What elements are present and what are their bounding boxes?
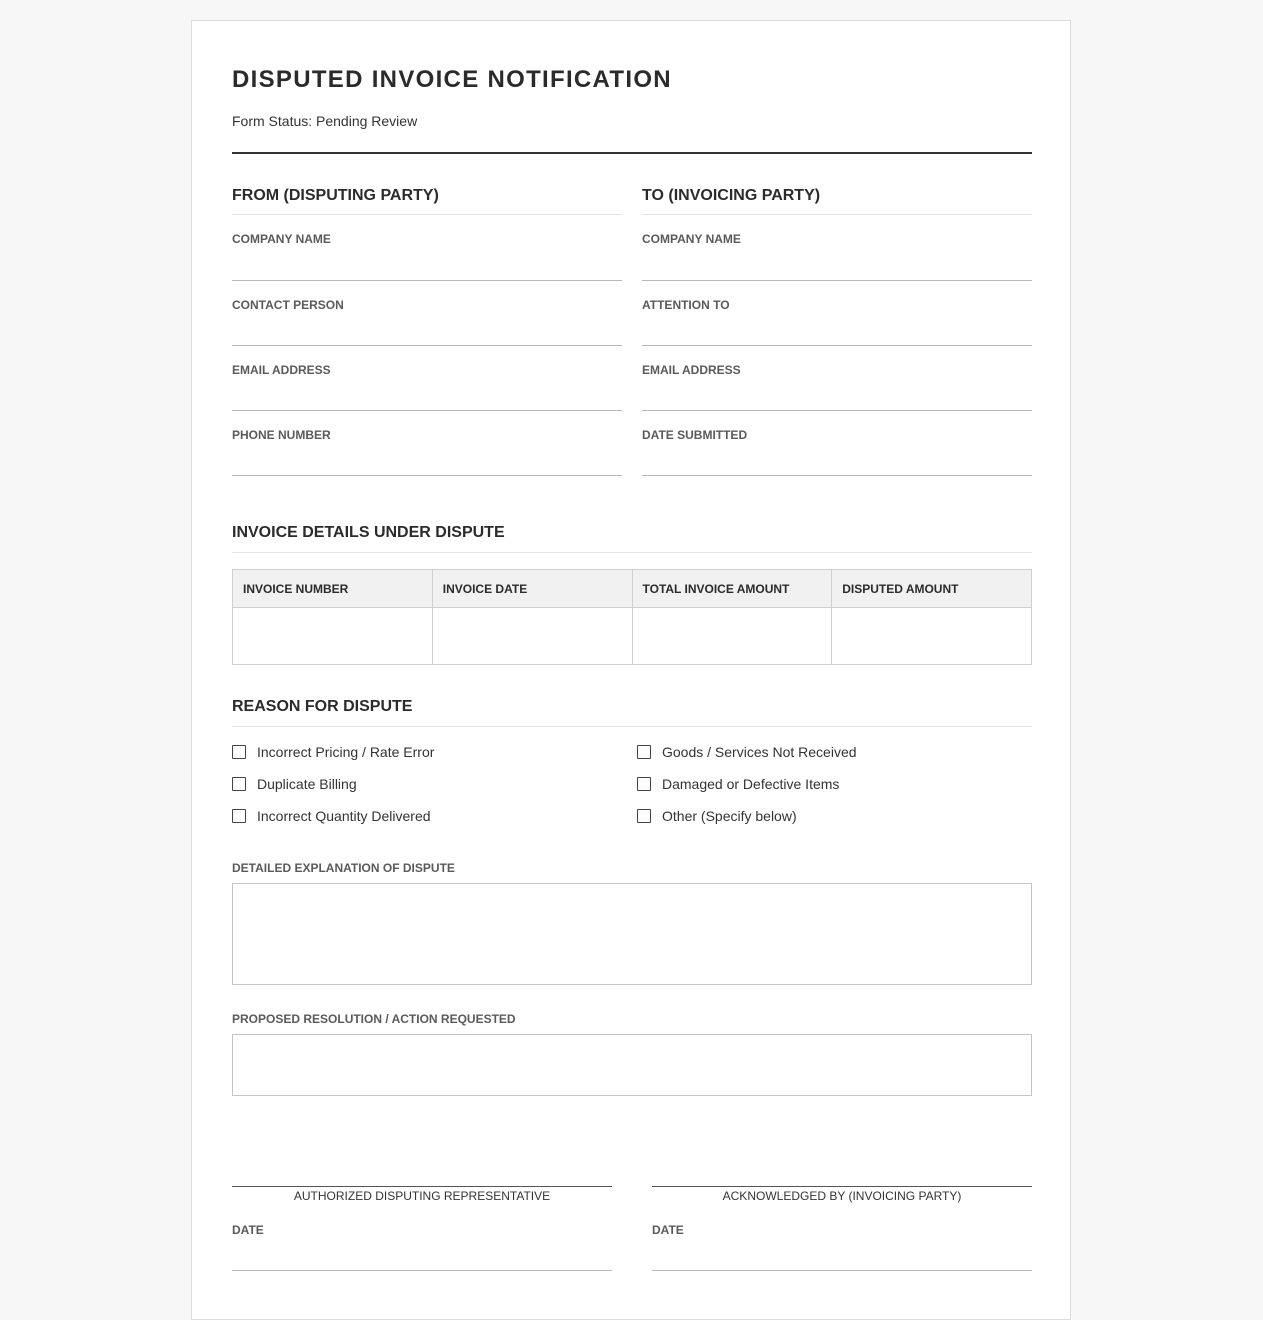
to-heading-divider [642, 214, 1032, 215]
checkbox-pricing[interactable] [232, 745, 246, 759]
left-date-underline [232, 1270, 612, 1271]
form-title: DISPUTED INVOICE NOTIFICATION [232, 66, 672, 93]
right-signature-caption: ACKNOWLEDGED BY (INVOICING PARTY) [722, 1189, 962, 1203]
resolution-textarea[interactable] [232, 1034, 1032, 1096]
column-header-total-invoice-amount: TOTAL INVOICE AMOUNT [632, 570, 832, 608]
from-email-label: EMAIL ADDRESS [232, 363, 331, 377]
right-signature-field[interactable] [652, 1141, 1032, 1186]
to-heading: TO (INVOICING PARTY) [642, 187, 821, 204]
explanation-textarea[interactable] [232, 883, 1032, 985]
reason-option-label: Incorrect Quantity Delivered [257, 808, 431, 824]
reason-option-other[interactable] [637, 808, 797, 824]
reason-heading-divider [232, 726, 1032, 727]
to-company-label: COMPANY NAME [642, 232, 741, 246]
from-phone-field[interactable] [232, 448, 622, 475]
column-header-invoice-date: INVOICE DATE [432, 570, 632, 608]
reason-option-label: Duplicate Billing [257, 776, 357, 792]
from-email-field[interactable] [232, 383, 622, 410]
left-signature-line [232, 1186, 612, 1187]
total-invoice-amount-input[interactable] [633, 608, 832, 664]
to-email-underline [642, 410, 1032, 411]
to-attention-field[interactable] [642, 318, 1032, 345]
invoice-heading: INVOICE DETAILS UNDER DISPUTE [232, 524, 505, 541]
reason-option-pricing[interactable] [232, 744, 434, 760]
from-company-field[interactable] [232, 253, 622, 280]
column-header-invoice-number: INVOICE NUMBER [233, 570, 433, 608]
invoice-number-cell[interactable] [233, 608, 433, 665]
reason-option-quantity[interactable] [232, 808, 431, 824]
invoice-table [232, 569, 1032, 665]
right-date-field[interactable] [652, 1243, 1032, 1270]
right-date-label: DATE [652, 1223, 684, 1237]
from-company-label: COMPANY NAME [232, 232, 331, 246]
reason-option-label: Other (Specify below) [662, 808, 797, 824]
from-contact-field[interactable] [232, 318, 622, 345]
from-contact-underline [232, 345, 622, 346]
reason-option-not-received[interactable] [637, 744, 857, 760]
to-email-field[interactable] [642, 383, 1032, 410]
column-header-disputed-amount: DISPUTED AMOUNT [832, 570, 1032, 608]
right-date-underline [652, 1270, 1032, 1271]
from-heading: FROM (DISPUTING PARTY) [232, 187, 439, 204]
left-signature-field[interactable] [232, 1141, 612, 1186]
from-company-underline [232, 280, 622, 281]
invoice-date-input[interactable] [433, 608, 632, 664]
right-signature-line [652, 1186, 1032, 1187]
checkbox-other[interactable] [637, 809, 651, 823]
from-email-underline [232, 410, 622, 411]
disputed-amount-input[interactable] [832, 608, 1031, 664]
to-company-field[interactable] [642, 253, 1032, 280]
invoice-heading-divider [232, 552, 1032, 553]
invoice-number-input[interactable] [233, 608, 432, 664]
to-attention-label: ATTENTION TO [642, 298, 730, 312]
to-email-label: EMAIL ADDRESS [642, 363, 741, 377]
checkbox-quantity[interactable] [232, 809, 246, 823]
left-signature-caption: AUTHORIZED DISPUTING REPRESENTATIVE [293, 1189, 551, 1203]
to-date-label: DATE SUBMITTED [642, 428, 748, 442]
to-date-field[interactable] [642, 448, 1032, 475]
explanation-label: DETAILED EXPLANATION OF DISPUTE [232, 861, 455, 875]
left-date-field[interactable] [232, 1243, 612, 1270]
total-invoice-amount-cell[interactable] [632, 608, 832, 665]
reason-option-duplicate[interactable] [232, 776, 357, 792]
from-heading-divider [232, 214, 622, 215]
from-phone-underline [232, 475, 622, 476]
form-sheet [191, 20, 1071, 1320]
reason-heading: REASON FOR DISPUTE [232, 698, 413, 715]
form-status: Form Status: Pending Review [232, 113, 418, 129]
checkbox-not-received[interactable] [637, 745, 651, 759]
to-company-underline [642, 280, 1032, 281]
resolution-label: PROPOSED RESOLUTION / ACTION REQUESTED [232, 1012, 516, 1026]
reason-option-label: Goods / Services Not Received [662, 744, 857, 760]
reason-option-damaged[interactable] [637, 776, 839, 792]
reason-option-label: Damaged or Defective Items [662, 776, 840, 792]
header-divider [232, 152, 1032, 154]
checkbox-damaged[interactable] [637, 777, 651, 791]
to-attention-underline [642, 345, 1032, 346]
left-date-label: DATE [232, 1223, 264, 1237]
from-phone-label: PHONE NUMBER [232, 428, 331, 442]
invoice-date-cell[interactable] [432, 608, 632, 665]
disputed-amount-cell[interactable] [832, 608, 1032, 665]
checkbox-duplicate[interactable] [232, 777, 246, 791]
table-row [233, 608, 1032, 665]
from-contact-label: CONTACT PERSON [232, 298, 344, 312]
invoice-table-header-row [233, 570, 1032, 608]
reason-option-label: Incorrect Pricing / Rate Error [257, 744, 435, 760]
to-date-underline [642, 475, 1032, 476]
